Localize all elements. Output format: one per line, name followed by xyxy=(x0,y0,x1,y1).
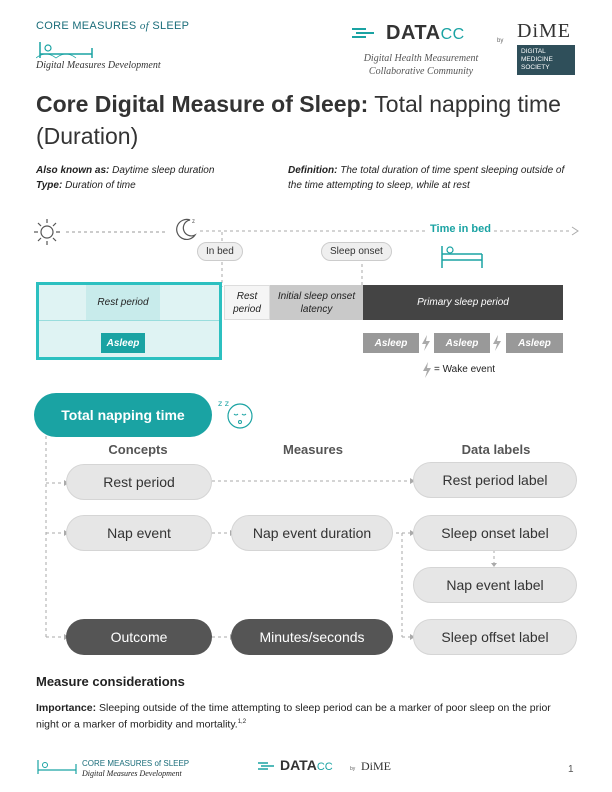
datacc-icon xyxy=(352,25,382,41)
concept-rest-period: Rest period xyxy=(66,464,212,500)
concept-outcome: Outcome xyxy=(66,619,212,655)
moon-icon xyxy=(172,215,200,243)
footer-bed-icon xyxy=(36,756,78,776)
label-sleep-onset: Sleep onset label xyxy=(413,515,577,551)
label-connector xyxy=(488,550,500,568)
in-bed-pill: In bed xyxy=(197,242,243,261)
sleeping-face-icon xyxy=(216,396,256,432)
label-rest-period: Rest period label xyxy=(413,462,577,498)
nap-asleep: Asleep xyxy=(101,333,145,353)
total-napping-time-pill: Total napping time xyxy=(34,393,212,437)
asleep-segment: Asleep xyxy=(363,333,419,353)
asleep-segment: Asleep xyxy=(434,333,490,353)
wake-event-legend: = Wake event xyxy=(434,364,496,375)
asleep-segment: Asleep xyxy=(506,333,563,353)
bed-icon xyxy=(36,36,96,62)
by-text: by xyxy=(497,38,504,44)
initial-latency-bar: Initial sleep onset latency xyxy=(270,285,363,320)
sun-icon xyxy=(32,217,62,247)
considerations-heading: Measure considerations xyxy=(36,674,185,689)
page-title: Core Digital Measure of Sleep: Total napping time (Duration) xyxy=(36,91,561,149)
logo-subtitle: Digital Measures Development xyxy=(36,60,161,71)
logo-title: CORE MEASURES of SLEEP xyxy=(36,20,190,32)
svg-text:z z: z z xyxy=(218,399,229,408)
aka-block: Also known as: Daytime sleep duration Type: Duration of time xyxy=(36,165,215,191)
page-number: 1 xyxy=(568,764,574,775)
datacc-subtitle: Digital Health Measurement Collaborative Community xyxy=(363,53,479,77)
concept-nap-event: Nap event xyxy=(66,515,212,551)
nap-divider xyxy=(39,320,219,321)
timeline-dash-1 xyxy=(66,230,166,234)
lightning-icon xyxy=(421,335,431,351)
dime-logo: DiME DIGITAL MEDICINE SOCIETY xyxy=(517,20,575,75)
datacc-logo: DATACC xyxy=(386,22,465,44)
footer-datacc: DATACC xyxy=(280,757,333,773)
core-measures-logo xyxy=(36,20,190,71)
nap-rest-period: Rest period xyxy=(86,285,160,320)
svg-text:z: z xyxy=(192,219,195,225)
measure-minutes-seconds: Minutes/seconds xyxy=(231,619,393,655)
data-labels-heading: Data labels xyxy=(461,442,531,457)
lightning-icon xyxy=(422,362,432,378)
footer-datacc-icon xyxy=(258,760,278,772)
sleep-onset-pill: Sleep onset xyxy=(321,242,392,261)
bed-icon-teal xyxy=(440,244,484,270)
footer-logo-subtitle: Digital Measures Development xyxy=(82,769,182,778)
definition-block: Definition: The total duration of time spent sleeping outside of the time attempting to sleep, while at rest xyxy=(288,165,565,191)
concepts-heading: Concepts xyxy=(108,442,168,457)
footer-logo-title: CORE MEASURES of SLEEP xyxy=(82,759,190,768)
measure-nap-event-duration: Nap event duration xyxy=(231,515,393,551)
time-in-bed-label: Time in bed xyxy=(430,223,491,235)
lightning-icon xyxy=(492,335,502,351)
label-sleep-offset: Sleep offset label xyxy=(413,619,577,655)
primary-sleep-bar: Primary sleep period xyxy=(363,285,563,320)
label-nap-event: Nap event label xyxy=(413,567,577,603)
measures-heading: Measures xyxy=(283,442,343,457)
footer-by: by xyxy=(350,766,356,772)
rest-period-bar: Rest period xyxy=(224,285,270,320)
importance-text: Importance: Sleeping outside of the time attempting to sleep period can be a marker of poor sleep on the prior night or a marker of morbidity and mortality.$^{1,2}$ xyxy=(36,702,551,731)
footer-dime: DiME xyxy=(361,759,391,773)
